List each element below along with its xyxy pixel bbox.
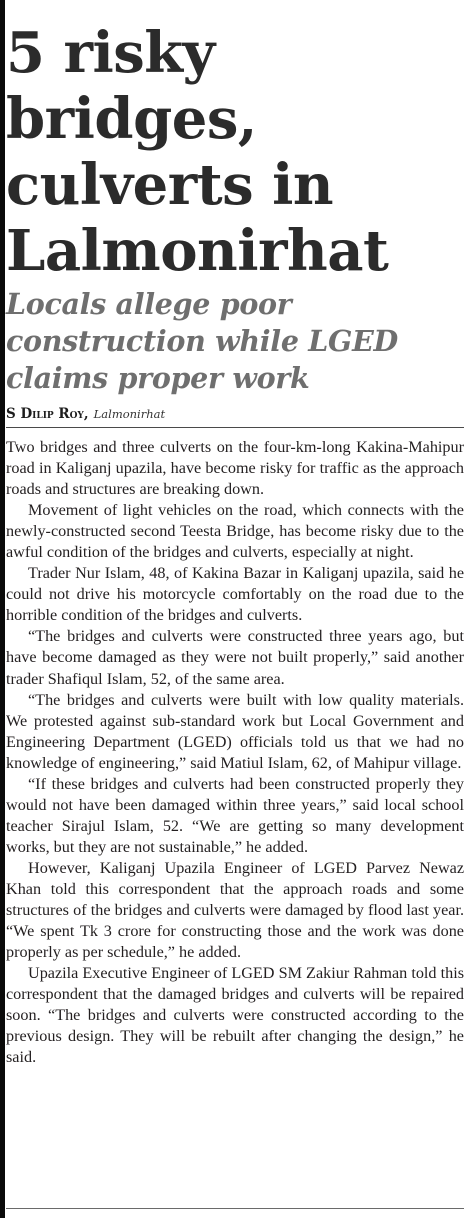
bottom-divider [6, 1208, 464, 1209]
byline [6, 403, 464, 428]
body-paragraph: Trader Nur Islam, 48, of Kakina Bazar in Kaliganj upazila, said he could not drive his motorcycle comfortably on the road due to the horrible condition of the bridges and culverts. [6, 564, 464, 625]
body-paragraph: Two bridges and three culverts on the four-km-long Kakina-Mahipur road in Kaliganj upazila, have become risky for traffic as the approach roads and structures are breaking down. [6, 438, 464, 499]
deck-subheadline: Locals allege poor construction while LGED claims proper work [6, 287, 398, 395]
body-paragraph: Movement of light vehicles on the road, which connects with the newly-constructed second Teesta Bridge, has become risky due to the awful condition of the bridges and culverts, especially at night. [6, 501, 464, 562]
article-body [6, 437, 464, 1068]
body-paragraph: However, Kaliganj Upazila Engineer of LGED Parvez Newaz Khan told this correspondent that the approach roads and some structures of the bridges and culverts were damaged by flood last year. “We spent Tk 3 crore for constructing those and the work was done properly as per schedule,” he added. [6, 858, 464, 962]
news-article [6, 0, 464, 1068]
headline: 5 risky bridges, culverts in Lalmonirhat [6, 20, 389, 284]
byline-dateline: Lalmonirhat [93, 407, 166, 421]
body-paragraph: Upazila Executive Engineer of LGED SM Zakiur Rahman told this correspondent that the damaged bridges and culverts will be repaired soon. “The bridges and culverts were constructed according to the previous design. They will be rebuilt after changing the design,” he said. [6, 964, 464, 1067]
byline-author: S Dilip Roy, [6, 406, 89, 422]
body-paragraph: “The bridges and culverts were constructed three years ago, but have become damaged as they were not built properly,” said another trader Shafiqul Islam, 52, of the same area. [6, 627, 464, 688]
body-paragraph: “The bridges and culverts were built with low quality materials. We protested against sub-standard work but Local Government and Engineering Department (LGED) officials told us that we had no knowledge of engineering,” said Matiul Islam, 62, of Mahipur village. [6, 690, 464, 772]
body-paragraph: “If these bridges and culverts had been constructed properly they would not have been damaged within three years,” said local school teacher Sirajul Islam, 52. “We are getting so many development works, but they are not sustainable,” he added. [6, 774, 464, 856]
column-edge-rule [0, 0, 5, 1218]
